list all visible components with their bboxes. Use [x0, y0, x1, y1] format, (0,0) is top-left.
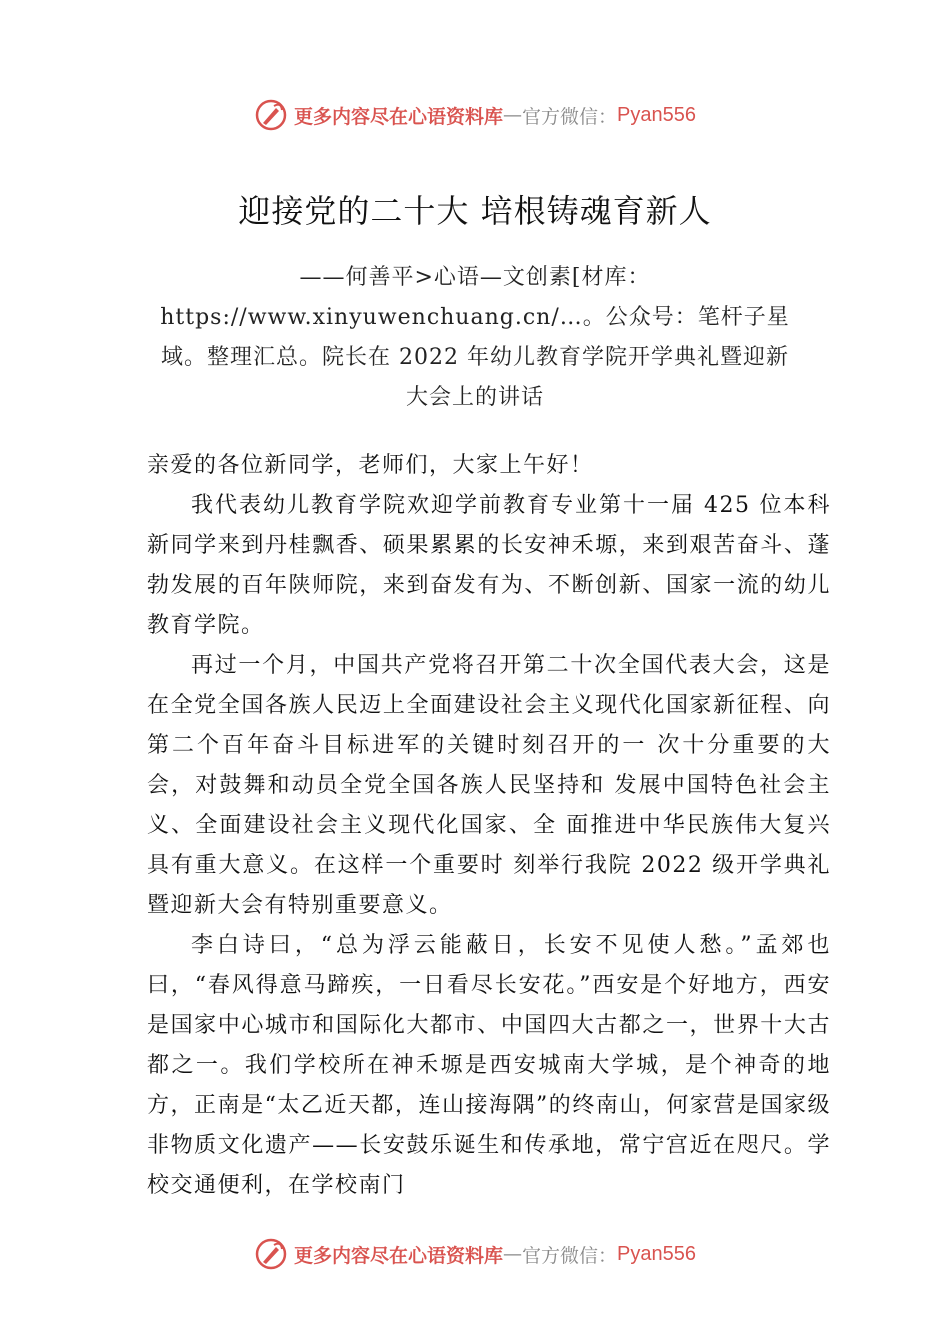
- pen-logo-icon: [254, 98, 288, 132]
- body-paragraph-3: 李白诗曰，“总为浮云能蔽日，长安不见使人愁。”孟郊也曰，“春风得意马蹄疾，一日看尽长安花。”西安是个好地方，西安是国家中心城市和国际化大都市、中国四大古都之一，世界十大古都之一。我们学校所在神禾塬是西安城南大学城，是个神奇的地方，正南是“太乙近天都，连山接海隅”的终南山，何家营是国家级非物质文化遗产——长安鼓乐诞生和传承地，常宁宫近在咫尺。学校交通便利，在学校南门: [147, 933, 831, 1198]
- body-paragraph-2: 再过一个月，中国共产党将召开第二十次全国代表大会，这是在全党全国各族人民迈上全面建设社会主义现代化国家新征程、向第二个百年奋斗目标进军的关键时刻召开的一 次十分重要的大会，对鼓舞和动员全党全国各族人民坚持和 发展中国特色社会主义、全面建设社会主义现代化国家、全 面推进中华民族伟大复兴具有重大意义。在这样一个重要时 刻举行我院 2022 级开学典礼暨迎新大会有特别重要意义。: [147, 653, 831, 918]
- greeting-paragraph: 亲爱的各位新同学，老师们，大家上午好！: [147, 453, 594, 478]
- banner-wechat-label: 官方微信：: [522, 1244, 618, 1267]
- banner-main-text: 更多内容尽在心语资料库: [294, 105, 504, 128]
- document-title: 迎接党的二十大 培根铸魂育新人: [238, 192, 712, 230]
- banner-wechat-id: Pyan556: [617, 1242, 696, 1265]
- banner-main-text: 更多内容尽在心语资料库: [294, 1244, 504, 1267]
- header-watermark-banner: [0, 95, 950, 135]
- banner-wechat-label: 官方微信：: [522, 105, 618, 128]
- document-subtitle: ——何善平>心语—文创素[材库：https://www.xinyuwenchuang.cn/…。公众号：笔杆子星域。整理汇总。院长在 2022 年幼儿教育学院开学典礼暨迎新大会上的讲话: [160, 265, 790, 410]
- document-body: [147, 446, 831, 1206]
- banner-separator: —: [503, 1243, 523, 1265]
- banner-wechat-id: Pyan556: [617, 103, 696, 126]
- pen-logo-icon: [254, 1237, 288, 1271]
- banner-separator: —: [503, 104, 523, 126]
- footer-watermark-banner: [0, 1234, 950, 1274]
- body-paragraph-1: 我代表幼儿教育学院欢迎学前教育专业第十一届 425 位本科新同学来到丹桂飘香、硕果累累的长安神禾塬，来到艰苦奋斗、蓬勃发展的百年陕师院，来到奋发有为、不断创新、国家一流的幼儿教育学院。: [147, 493, 831, 638]
